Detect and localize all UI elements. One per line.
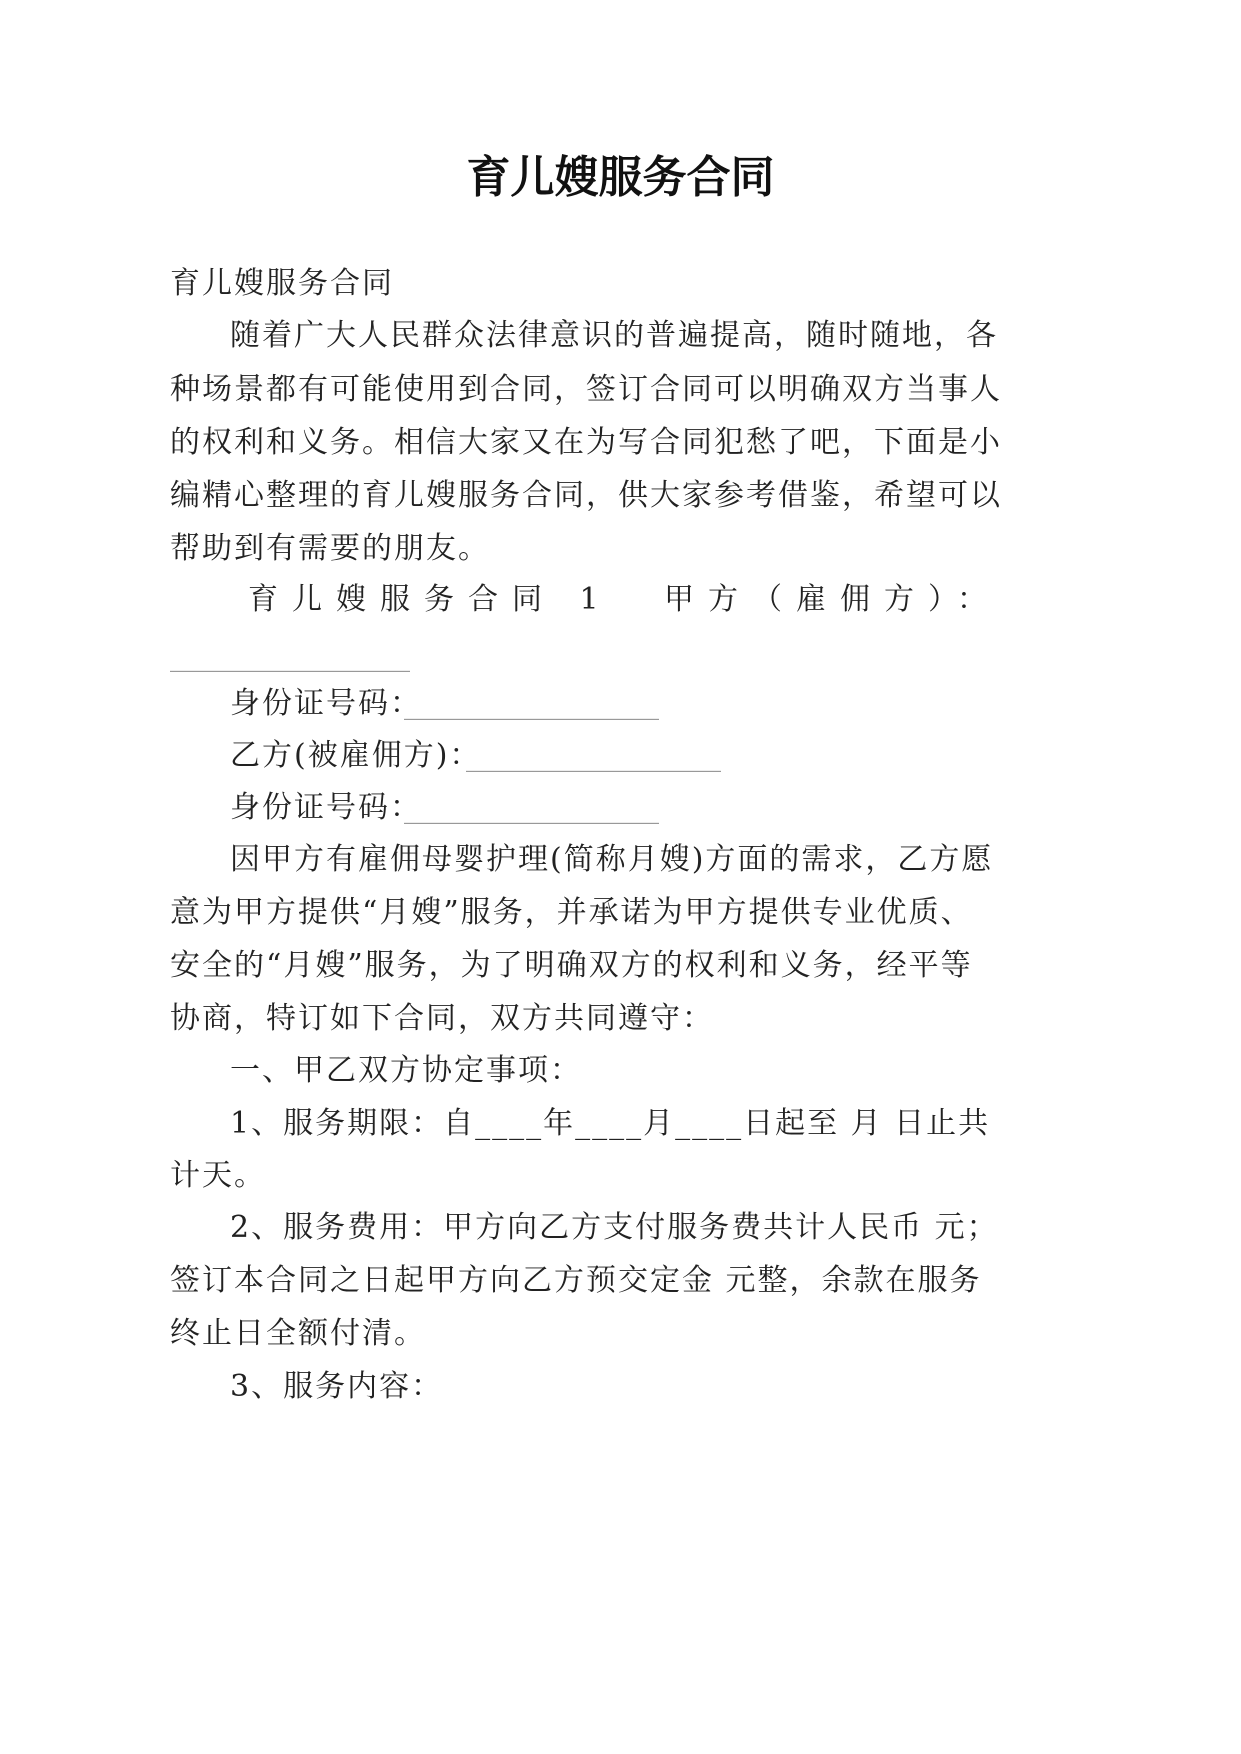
item-2-line-2: 签订本合同之日起甲方向乙方预交定金 元整，余款在服务 (170, 1263, 982, 1298)
party-a-blank: ________________ (170, 638, 410, 673)
preamble-line-4: 协商，特订如下合同，双方共同遵守： (170, 1001, 714, 1036)
item-3-heading: 3、服务内容： (230, 1369, 444, 1404)
id-b-label: 身份证号码： (230, 790, 422, 825)
id-a-blank: _________________ (404, 686, 659, 721)
id-b-blank: _________________ (404, 790, 659, 825)
intro-line-2: 种场景都有可能使用到合同，签订合同可以明确双方当事人 (170, 372, 1002, 407)
party-b-label: 乙方(被雇佣方)： (230, 738, 482, 773)
party-b-blank: _________________ (466, 738, 721, 773)
preamble-line-3: 安全的“月嫂”服务，为了明确双方的权利和义务，经平等 (170, 948, 973, 983)
intro-line-3: 的权利和义务。相信大家又在为写合同犯愁了吧，下面是小 (170, 425, 1002, 460)
item-1-line-1: 1、服务期限：自____年____月____日起至 月 日止共 (230, 1106, 991, 1141)
party-a-label: 甲方（雇佣方）： (664, 582, 1001, 617)
item-2-line-3: 终止日全额付清。 (170, 1316, 426, 1351)
intro-line-5: 帮助到有需要的朋友。 (170, 531, 490, 566)
subtitle: 育儿嫂服务合同 (170, 266, 394, 301)
preamble-line-1: 因甲方有雇佣母婴护理(简称月嫂)方面的需求，乙方愿 (230, 842, 994, 877)
preamble-line-2: 意为甲方提供“月嫂”服务，并承诺为甲方提供专业优质、 (170, 895, 973, 930)
section-1-heading: 一、甲乙双方协定事项： (230, 1053, 582, 1088)
intro-line-4: 编精心整理的育儿嫂服务合同，供大家参考借鉴，希望可以 (170, 478, 1002, 513)
intro-line-1: 随着广大人民群众法律意识的普遍提高，随时随地，各 (230, 318, 998, 353)
contract-heading: 育儿嫂服务合同 1 (248, 582, 613, 617)
item-2-line-1: 2、服务费用：甲方向乙方支付服务费共计人民币 元； (230, 1210, 999, 1245)
item-1-line-2: 计天。 (170, 1158, 266, 1193)
document-title: 育儿嫂服务合同 (466, 152, 775, 203)
id-a-label: 身份证号码： (230, 686, 422, 721)
